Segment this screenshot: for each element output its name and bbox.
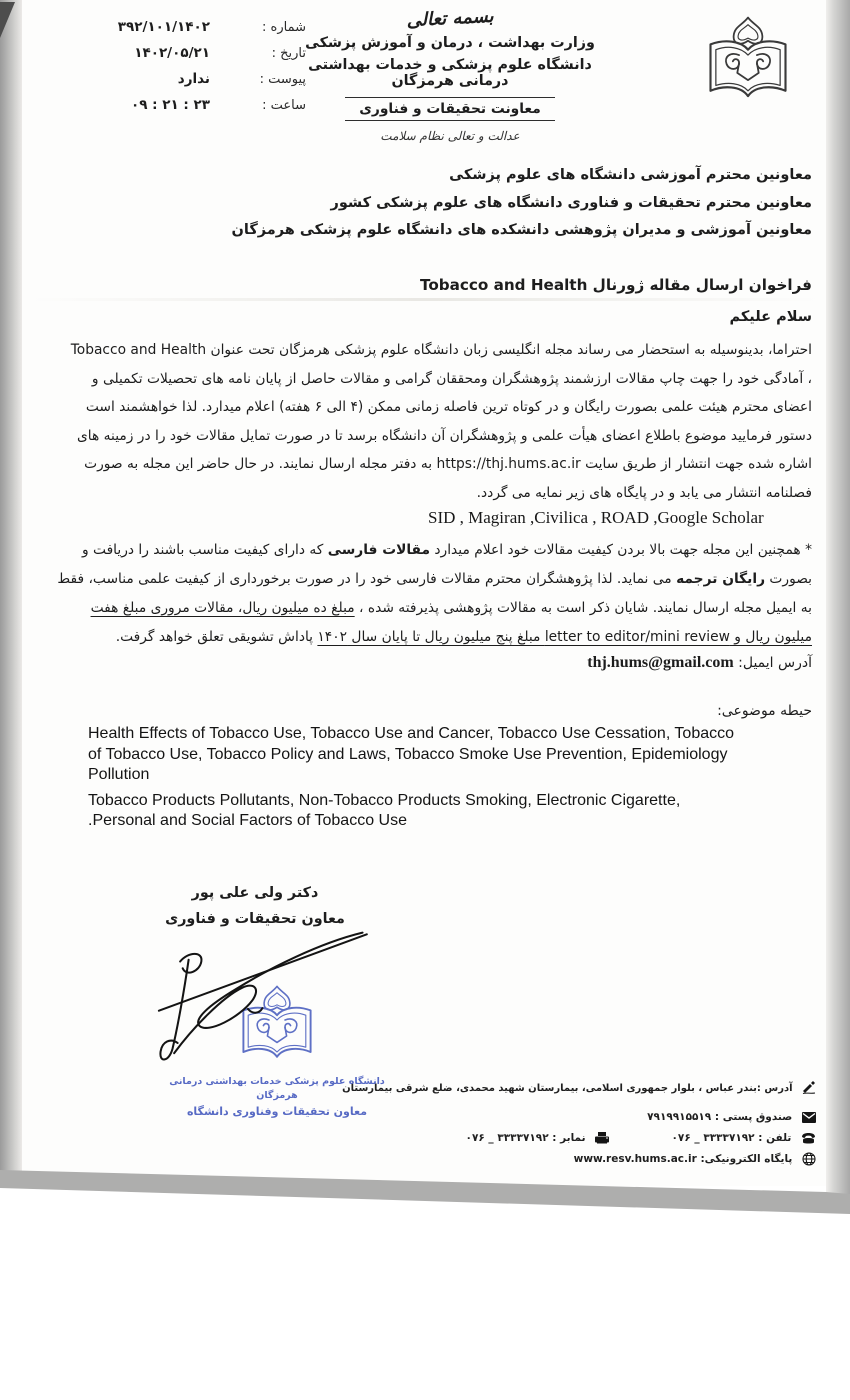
time-label: ساعت :: [262, 97, 306, 113]
recipient-line: معاونین محترم تحقیقات و فناوری دانشگاه های علوم پزشکی کشور: [330, 194, 812, 211]
phone-icon: [801, 1130, 816, 1146]
topics-block: [88, 724, 804, 832]
date-value: ۱۴۰۲/۰۵/۲۱: [134, 45, 210, 61]
bold-run-persian-articles: مقالات فارسی: [327, 542, 431, 558]
body-line: احتراما، بدینوسیله به استحضار می رساند مجله انگلیسی زبان دانشگاه علوم پزشکی هرمزگان تحت عنوان Tobacco and Health: [70, 342, 812, 358]
body-line: اعضای محترم هیئت علمی بصورت رایگان و در کوتاه ترین فاصله زمانی ممکن (۴ الی ۶ هفته) اعلام میدارد. لذا خواهشمند است: [85, 399, 812, 415]
body-paragraph-2: [57, 536, 812, 652]
meta-row-date: [66, 40, 306, 66]
footer-pobox-row: [36, 1109, 816, 1125]
email-address: thj.hums@gmail.com: [587, 654, 734, 671]
bold-run-free-translation: رایگان ترجمه: [676, 571, 766, 587]
scan-edge-right: [826, 0, 850, 1198]
time-value: ۰۹ : ۲۱ : ۲۳: [130, 97, 210, 113]
letterhead: [288, 5, 612, 143]
attachment-value: ندارد: [177, 71, 210, 87]
university-name: دانشگاه علوم پزشکی و خدمات بهداشتی درمانی هرمزگان: [308, 57, 592, 89]
meta-row-time: [66, 92, 306, 118]
scan-corner-artifact: [0, 2, 15, 38]
subject-line: فراخوان ارسال مقاله ژورنال Tobacco and Health: [420, 276, 812, 294]
body-line: دستور فرمایید موضوع باطلاع اعضای هیأت علمی و پژوهشگران آن دانشگاه برسد تا در صورت تمایل مقالات خود را در زمینه های: [76, 427, 812, 444]
body-line: [57, 565, 812, 594]
number-value: ۳۹۲/۱۰۱/۱۴۰۲: [117, 19, 210, 35]
meta-row-number: [66, 14, 306, 40]
website-text: پایگاه الکترونیکی: www.resv.hums.ac.ir: [573, 1153, 793, 1165]
globe-icon: [802, 1151, 816, 1167]
topic-line: Tobacco Products Pollutants, Non-Tobacco Products Smoking, Electronic Cigarette,: [88, 791, 681, 809]
text-run: بصورت: [765, 571, 812, 587]
footer-phone-fax-row: [36, 1130, 816, 1146]
number-label: شماره :: [262, 19, 306, 35]
fax-icon: [595, 1130, 609, 1146]
body-line-with-journal-url: اشاره شده جهت انتشار از طریق سایت https://thj.hums.ac.ir به دفتر مجله ارسال نمایند. در حال حاضر این مجله به صورت: [84, 456, 812, 472]
date-label: تاریخ :: [271, 45, 306, 61]
body-line: فصلنامه انتشار می یابد و در پایگاه های زیر نمایه می گردد.: [476, 484, 812, 501]
pen-icon: [802, 1080, 816, 1096]
topic-line: .Personal and Social Factors of Tobacco Use: [88, 812, 407, 829]
letter-meta-block: [66, 14, 306, 118]
stamp-text-line: معاون تحقیقات وفناوری دانشگاه: [186, 1105, 368, 1118]
text-run: به ایمیل مجله ارسال نمایند. شایان ذکر است به مقالات پژوهشی پذیرفته شده ،: [354, 600, 812, 616]
email-label: آدرس ایمیل:: [738, 655, 812, 671]
recipients-block: [70, 162, 812, 245]
text-run: پاداش تشویقی تعلق خواهد گرفت.: [115, 629, 318, 645]
scope-label: حیطه موضوعی:: [717, 703, 812, 719]
attachment-label: پیوست :: [259, 71, 306, 87]
text-run: * همچنین این مجله جهت بالا بردن کیفیت مقالات خود اعلام میدارد: [430, 542, 812, 558]
body-paragraph-1: [70, 336, 812, 507]
signatory-title: معاون تحقیقات و فناوری: [165, 911, 345, 927]
body-line: ، آمادگی خود را جهت چاپ مقالات ارزشمند پژوهشگران ومحققان گرامی و مقالات حاصل از پایان نامه های تحصیلات تکمیلی و: [91, 370, 812, 387]
mailbox-icon: [802, 1109, 816, 1125]
fax-text: نمابر : ۳۳۳۳۷۱۹۲ _ ۰۷۶: [465, 1132, 586, 1144]
health-slogan: عدالت و تعالی نظام سلامت: [380, 129, 520, 143]
university-logo-icon: [694, 14, 802, 114]
text-run: که دارای کیفیت مناسب باشند را دریافت و: [81, 542, 328, 558]
footer-website-row: [36, 1151, 816, 1167]
footer-contact-block: [36, 1080, 816, 1172]
recipient-line: معاونین آموزشی و مدیران پژوهشی دانشکده های دانشگاه علوم پزشکی هرمزگان: [231, 222, 812, 238]
footer-address-row: [36, 1080, 816, 1097]
paper-crease: [30, 298, 820, 301]
meta-row-attachment: [66, 66, 306, 92]
underlined-run-reward: میلیون ریال و letter to editor/mini review مبلغ پنج میلیون ریال تا پایان سال ۱۴۰۲: [317, 629, 812, 645]
indexing-databases-line: SID , Magiran ,Civilica , ROAD ,Google Scholar: [428, 508, 764, 527]
body-line: [70, 594, 812, 623]
topic-line: Pollution: [88, 766, 150, 783]
underlined-run-reward: مبلغ ده میلیون ریال، مقالات مروری مبلغ هفت: [90, 600, 355, 616]
phone-text: تلفن : ۳۳۳۳۷۱۹۲ _ ۰۷۶: [671, 1132, 792, 1144]
bismillah-calligraphy: بسمه تعالی: [405, 5, 495, 32]
stamp-text-line: دانشگاه علوم پزشکی خدمات بهداشتی درمانی هرمزگان: [169, 1076, 385, 1101]
signatory-name: دکتر ولی علی پور: [191, 885, 319, 901]
topic-line: Health Effects of Tobacco Use, Tobacco Use and Cancer, Tobacco Use Cessation, Tobacco: [88, 725, 735, 742]
scan-edge-left: [0, 0, 22, 1188]
pobox-text: صندوق پستی : ۷۹۱۹۹۱۵۵۱۹: [647, 1111, 793, 1123]
deputy-department: معاونت تحقیقات و فناوری: [345, 97, 555, 121]
recipient-line: معاونین محترم آموزشی دانشگاه های علوم پزشکی: [449, 167, 812, 183]
address-text: آدرس :بندر عباس ، بلوار جمهوری اسلامی، بیمارستان شهید محمدی، ضلع شرقی بیمارستان: [342, 1083, 793, 1094]
body-line: [70, 536, 812, 565]
email-line: [70, 652, 812, 674]
topic-line: of Tobacco Use, Tobacco Policy and Laws, Tobacco Smoke Use Prevention, Epidemiology: [88, 745, 728, 763]
handwritten-signature: [108, 902, 388, 1077]
body-line: [70, 623, 812, 652]
text-run: می نماید. لذا پژوهشگران محترم مقالات فارسی خود را در صورت برخورداری از کیفیت علمی مناسب، فقط: [57, 571, 677, 587]
greeting: سلام علیکم: [729, 309, 812, 325]
ministry-name: وزارت بهداشت ، درمان و آموزش پزشکی: [305, 35, 595, 51]
